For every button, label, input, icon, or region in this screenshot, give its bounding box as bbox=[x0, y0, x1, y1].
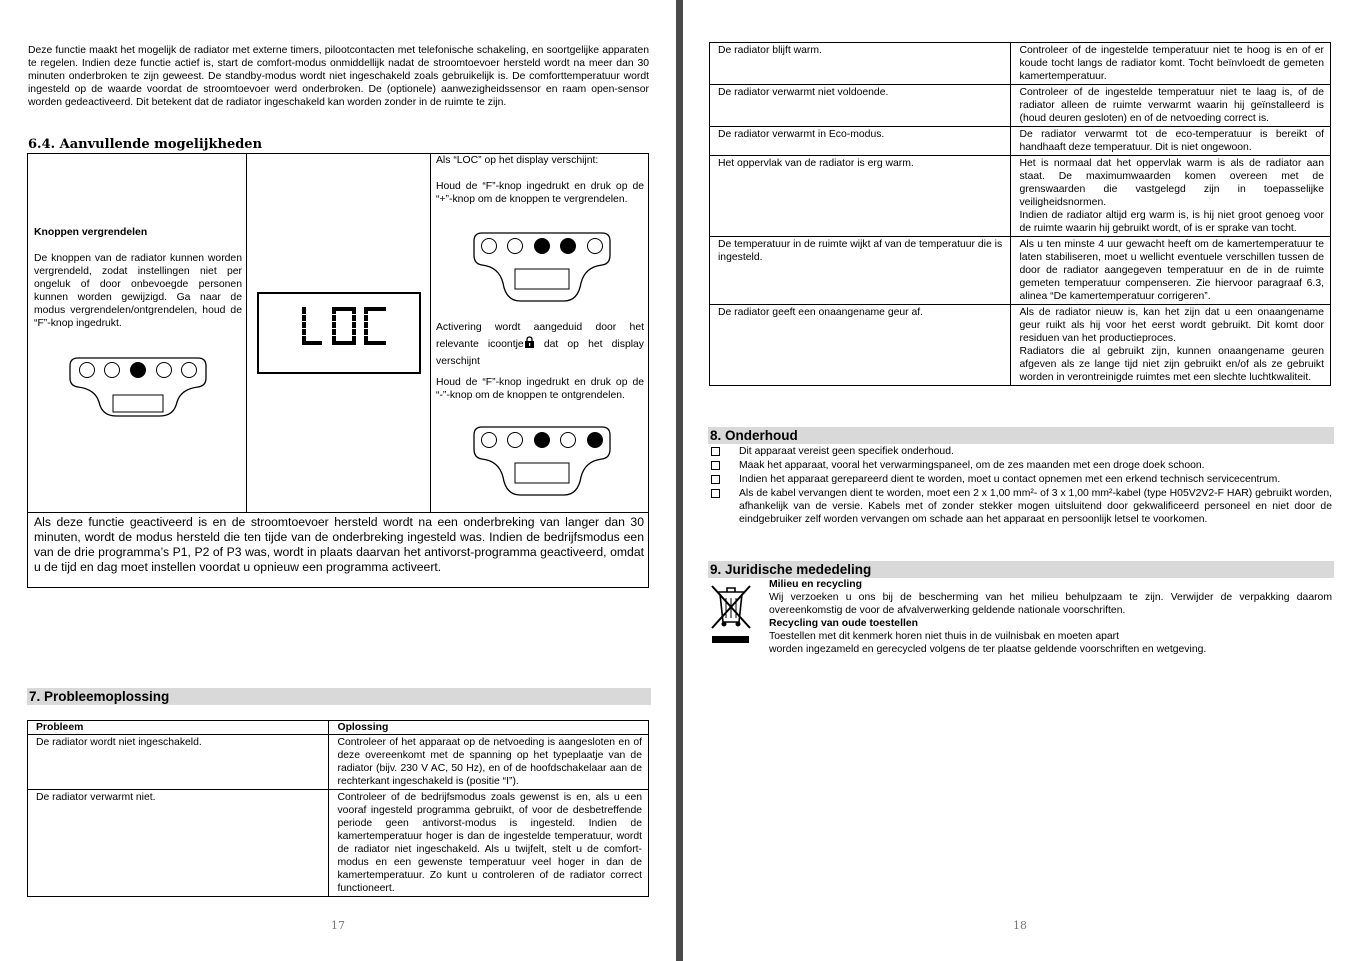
activation-text-a: Activering wordt aangeduid door het relevante icoontje bbox=[436, 322, 644, 350]
table-row bbox=[710, 85, 1331, 127]
header-oplossing: Oplossing bbox=[329, 721, 649, 735]
intro-paragraph: Deze functie maakt het mogelijk de radiator met externe timers, pilootcontacten met telefonische schakeling, en soortgelijke apparaten te regelen. Indien deze functie actief is, start de comfort-modus onmiddellijk nadat de stroomtoevoer hersteld wordt na meer dan 30 minuten onderbroken te zijn geweest. De standby-modus wordt niet ingeschakeld zoals gebruikelijk is. De comforttemperatuur wordt ingesteld op de waarde voordat de stroomtoevoer werd onderbroken. De (optionele) aanwezigheidssensor en raam open-sensor worden gedeactiveerd. Dit betekent dat de radiator ingeschakeld kan worden zonder in de ruimte te zijn. bbox=[28, 45, 649, 108]
activation-text-b: dat op het display verschijnt bbox=[436, 339, 645, 367]
table-row bbox=[710, 127, 1331, 156]
environment-text: Wij verzoeken u ons bij de bescherming van het milieu behulpzaam te zijn. Verwijder de verpakking daarom overeenkomstig de voor de afvalverwerking geldende nationale voorschriften. bbox=[769, 592, 1332, 616]
problem-cell: De radiator verwarmt niet. bbox=[28, 790, 329, 897]
table-row bbox=[710, 156, 1331, 237]
solution-cell: Controleer of het apparaat op de netvoeding is aangesloten en of deze overeenkomt met de spanning op het typeplaatje van de radiator (bijv. 230 V AC, 50 Hz), en of de hoofdschakelaar aan de rechterkant ingeschakeld is (positie “I”). bbox=[329, 735, 649, 790]
page-number: 18 bbox=[1013, 919, 1027, 932]
control-panel-f-pressed-icon bbox=[68, 356, 208, 420]
table-row bbox=[28, 790, 649, 897]
troubleshooting-table-right bbox=[709, 42, 1331, 386]
table-row bbox=[710, 305, 1331, 386]
solution-cell: Als de radiator nieuw is, kan het zijn dat u een onaangename geur ruikt als hij voor het eerst wordt gebruikt. Dit komt door residuen van het productieproces. Radiators die al gebruikt zijn, kunnen onaangename geuren afgeven als ze lange tijd niet zijn gebruikt en/of als ze gebruikt worden in verontreinigde ruimtes met een slechte luchtkwaliteit. bbox=[1011, 305, 1331, 386]
lock-icon bbox=[524, 336, 535, 348]
table-row bbox=[710, 43, 1331, 85]
solution-cell: Controleer of de ingestelde temperatuur niet te hoog is en of er koude tocht langs de radiator komt. Tocht beïnvloedt de gemeten kamertemperatuur. bbox=[1011, 43, 1331, 85]
checkbox-bullet-icon bbox=[711, 461, 720, 470]
section-6-4-heading: 6.4. Aanvullende mogelijkheden bbox=[28, 137, 263, 152]
unlock-instruction: Houd de “F”-knop ingedrukt en druk op de “-”-knop om de knoppen te ontgrendelen. bbox=[436, 377, 644, 401]
problem-cell: De radiator geeft een onaangename geur af. bbox=[710, 305, 1011, 386]
activation-text bbox=[436, 319, 644, 370]
recycling-heading: Recycling van oude toestellen bbox=[769, 618, 918, 629]
page-number: 17 bbox=[331, 919, 345, 932]
lcd-display bbox=[257, 292, 421, 374]
problem-cell: De radiator verwarmt in Eco-modus. bbox=[710, 127, 1011, 156]
checkbox-bullet-icon bbox=[711, 489, 720, 498]
table-header-row bbox=[28, 721, 649, 735]
solution-cell: Controleer of de bedrijfsmodus zoals gewenst is en, als u een vooraf ingesteld programma gebruikt, of voor de desbetreffende periode geen antivorst-modus is ingesteld. Indien de kamertemperatuur hoger is dan de ingestelde temperatuur, wordt de radiator niet ingeschakeld. Als u twijfelt, stelt u de comfort-modus en een gewenste temperatuur veel hoger in dan de kamertemperatuur. Zo kunt u controleren of de radiator correct functioneert. bbox=[329, 790, 649, 897]
recycling-text-line-1: Toestellen met dit kenmerk horen niet thuis in de vuilnisbak en moeten apart bbox=[769, 631, 1120, 642]
section-9-heading: 9. Juridische mededeling bbox=[708, 561, 1334, 578]
section-8-heading: 8. Onderhoud bbox=[708, 427, 1334, 444]
section-7-heading: 7. Probleemoplossing bbox=[27, 688, 651, 705]
lock-description: De knoppen van de radiator kunnen worden vergrendeld, zodat instellingen niet per ongeluk of door onbevoegde personen kunnen worden gewijzigd. Ga naar de modus vergrendelen/ontgrendelen, houd de “F”-knop ingedrukt. bbox=[34, 253, 242, 329]
solution-cell: Het is normaal dat het oppervlak warm is als de radiator aan staat. De maximumwaarden komen overeen met de grenswaarden die vastgelegd zijn in toepasselijke veiligheidsnormen. Indien de radiator altijd erg warm is, is hij niet groot genoeg voor de ruimte waarin hij gebruikt wordt, of is er sprake van tocht. bbox=[1011, 156, 1331, 237]
checkbox-bullet-icon bbox=[711, 447, 720, 456]
recycling-text-line-2: worden ingezameld en gerecycled volgens de ter plaatse geldende voorschriften en wetgeving. bbox=[769, 644, 1207, 655]
table-row bbox=[710, 237, 1331, 305]
solution-cell: De radiator verwarmt tot de eco-temperatuur is bereikt of handhaaft deze temperatuur. Dit is niet ongewoon. bbox=[1011, 127, 1331, 156]
lock-title: Knoppen vergrendelen bbox=[34, 227, 148, 238]
control-panel-f-minus-pressed-icon bbox=[472, 425, 612, 499]
table-row bbox=[28, 735, 649, 790]
problem-cell: De temperatuur in de ruimte wijkt af van de temperatuur die is ingesteld. bbox=[710, 237, 1011, 305]
problem-cell: De radiator blijft warm. bbox=[710, 43, 1011, 85]
problem-cell: De radiator wordt niet ingeschakeld. bbox=[28, 735, 329, 790]
control-panel-f-plus-pressed-icon bbox=[472, 231, 612, 305]
weee-crossed-bin-icon bbox=[709, 580, 753, 646]
problem-cell: De radiator verwarmt niet voldoende. bbox=[710, 85, 1011, 127]
header-probleem: Probleem bbox=[28, 721, 329, 735]
loc-appears-text: Als “LOC” op het display verschijnt: bbox=[436, 155, 599, 166]
page-17 bbox=[0, 0, 676, 961]
list-item-text: Dit apparaat vereist geen specifiek onderhoud. bbox=[739, 446, 954, 457]
troubleshooting-table-left bbox=[27, 720, 649, 897]
environment-heading: Milieu en recycling bbox=[769, 579, 862, 590]
list-item-text: Indien het apparaat gerepareerd dient te worden, moet u contact opnemen met een erkend technisch servicecentrum. bbox=[739, 474, 1281, 485]
lock-feature-table bbox=[27, 153, 649, 588]
solution-cell: Als u ten minste 4 uur gewacht heeft om de kamertemperatuur te laten stabiliseren, moet u wellicht eventuele verschillen tussen de door de radiator aangegeven temperatuur en de in de ruimte gemeten temperatuur compenseren. Zie hiervoor paragraaf 6.3, alinea “De kamertemperatuur corrigeren”. bbox=[1011, 237, 1331, 305]
lock-instruction: Houd de “F”-knop ingedrukt en druk op de “+”-knop om de knoppen te vergrendelen. bbox=[436, 181, 644, 205]
antifrost-paragraph: Als deze functie geactiveerd is en de stroomtoevoer hersteld wordt na een onderbreking van langer dan 30 minuten, wordt de modus hersteld die ten tijde van de onderbreking ingesteld was. Indien de bedrijfsmodus een van de drie programma’s P1, P2 of P3 was, wordt in plaats daarvan het antivorst-programma geactiveerd, omdat u de tijd en dag moet instellen voordat u opnieuw een programma activeert. bbox=[34, 515, 644, 574]
page-18 bbox=[683, 0, 1360, 961]
list-item-text: Als de kabel vervangen dient te worden, moet een 2 x 1,00 mm²- of 3 x 1,00 mm²-kabel (type H05V2V2-F HAR) gebruikt worden, afhankelijk van de versie. Kabels met of zonder stekker mogen uitsluitend door gekwalificeerd personeel en niet door de eindgebruiker zelf worden vervangen om schade aan het apparaat en persoonlijk letsel te voorkomen. bbox=[739, 488, 1332, 525]
list-item-text: Maak het apparaat, vooral het verwarmingspaneel, om de zes maanden met een droge doek schoon. bbox=[739, 460, 1205, 471]
problem-cell: Het oppervlak van de radiator is erg warm. bbox=[710, 156, 1011, 237]
lcd-loc-readout bbox=[259, 294, 419, 372]
solution-cell: Controleer of de ingestelde temperatuur niet te laag is, of de radiator alleen de ruimte verwarmt waarin hij geïnstalleerd is (houd deuren gesloten) en of de netvoeding correct is. bbox=[1011, 85, 1331, 127]
checkbox-bullet-icon bbox=[711, 475, 720, 484]
